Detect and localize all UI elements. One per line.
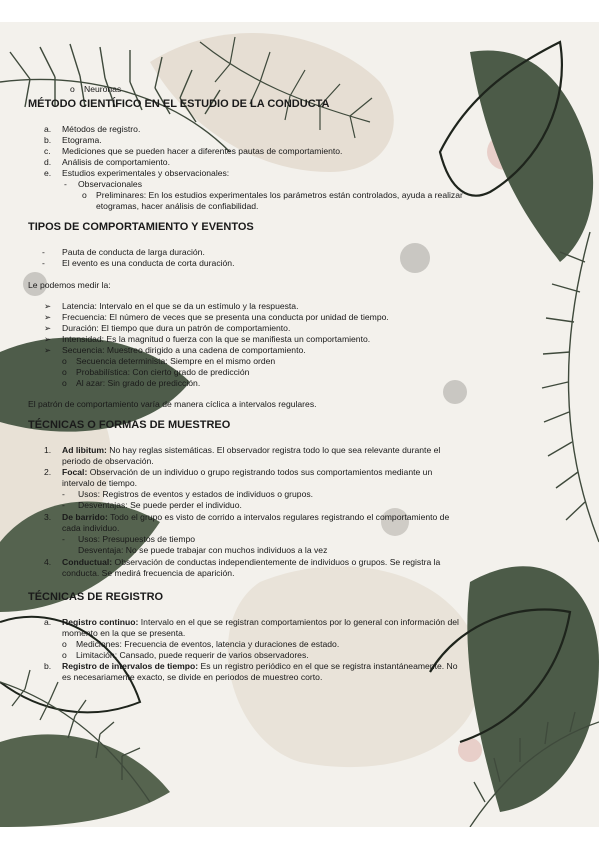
- list-item: [42, 247, 205, 258]
- list-item: [44, 345, 306, 356]
- list-item: [42, 258, 234, 269]
- bullet-dash: -: [64, 179, 67, 189]
- list-item-text: Intensidad: Es la magnitud o fuerza con la que se manifiesta un comportamiento.: [62, 334, 371, 344]
- list-item-text: Mediciones que se pueden hacer a diferentes pautas de comportamiento.: [62, 146, 343, 156]
- list-item-continuation: momento en la que se presenta.: [62, 628, 186, 638]
- section-heading: TIPOS DE COMPORTAMIENTO Y EVENTOS: [28, 221, 254, 233]
- numbered-item: [44, 557, 440, 568]
- list-item-text: Al azar: Sin grado de predicción.: [76, 378, 201, 388]
- list-item-text: Es un registro periódico en el que se registra instantáneamente. No: [200, 661, 458, 671]
- list-item: [62, 534, 195, 545]
- paragraph: El patrón de comportamiento varía de manera cíclica a intervalos regulares.: [28, 399, 317, 409]
- list-item-text: Preliminares: En los estudios experimentales los parámetros están controlados, ayuda a realizar: [96, 190, 463, 200]
- list-item-text: Probabilística: Con cierto grado de predicción: [76, 367, 250, 377]
- list-marker: d.: [44, 157, 52, 167]
- list-item: [62, 639, 339, 650]
- term: Registro continuo:: [62, 617, 139, 627]
- bullet-circle: o: [62, 378, 67, 388]
- list-item-text: Limitación: Cansado, puede requerir de varios observadores.: [76, 650, 309, 660]
- document-page: [0, 22, 599, 827]
- list-item: [62, 367, 249, 378]
- list-marker: 4.: [44, 557, 52, 567]
- bullet-arrow: ➢: [44, 334, 52, 344]
- list-item-text: Observación de un individuo o grupo registrando todos sus comportamientos mediante un: [89, 467, 433, 477]
- paragraph: Le podemos medir la:: [28, 280, 111, 290]
- list-item-text: Desventajas: Se puede perder el individuo.: [78, 500, 242, 510]
- list-item-text: Neuronas: [84, 84, 122, 94]
- bullet-dash: -: [42, 258, 45, 268]
- list-item: [44, 312, 389, 323]
- numbered-item: [44, 467, 432, 478]
- list-item: [44, 124, 140, 135]
- list-item: [44, 617, 459, 628]
- list-item-text: Métodos de registro.: [62, 124, 141, 134]
- list-item-text: Latencia: Intervalo en el que se da un estímulo y la respuesta.: [62, 301, 299, 311]
- term: Conductual:: [62, 557, 113, 567]
- list-marker: b.: [44, 135, 52, 145]
- bullet-circle: o: [82, 190, 87, 200]
- bullet-circle: o: [62, 639, 67, 649]
- list-item-text: Estudios experimentales y observacionales:: [62, 168, 230, 178]
- list-item-text: Secuencia determinista: Siempre en el mismo orden: [76, 356, 276, 366]
- list-item-text: Duración: El tiempo que dura un patrón de comportamiento.: [62, 323, 291, 333]
- list-item: [62, 489, 313, 500]
- list-item: [82, 190, 463, 201]
- bullet-dash: -: [62, 534, 65, 544]
- list-item: [44, 661, 458, 672]
- bullet-circle: o: [62, 650, 67, 660]
- list-item: [44, 168, 229, 179]
- bullet-circle: o: [62, 367, 67, 377]
- list-item-continuation: conducta. Se medirá frecuencia de aparición.: [62, 568, 235, 578]
- list-item-text: Etograma.: [62, 135, 102, 145]
- list-item-text: No hay reglas sistemáticas. El observador registra todo lo que sea relevante durante el: [109, 445, 441, 455]
- list-item-continuation: cada individuo.: [62, 523, 120, 533]
- list-marker: 2.: [44, 467, 52, 477]
- list-item-text: Observación de conductas independientemente de individuos o grupos. Se registra la: [114, 557, 441, 567]
- bullet-arrow: ➢: [44, 312, 52, 322]
- numbered-item: [44, 512, 449, 523]
- list-marker: a.: [44, 617, 52, 627]
- list-item: [64, 179, 142, 190]
- list-item-text: Desventaja: No se puede trabajar con muchos individuos a la vez: [78, 545, 328, 555]
- bullet-arrow: ➢: [44, 323, 52, 333]
- section-heading: MÉTODO CIENTÍFICO EN EL ESTUDIO DE LA CONDUCTA: [28, 98, 330, 110]
- list-marker: b.: [44, 661, 52, 671]
- term: Focal:: [62, 467, 88, 477]
- term: Registro de intervalos de tiempo:: [62, 661, 199, 671]
- list-item: [62, 356, 275, 367]
- list-item-continuation: periodo de observación.: [62, 456, 154, 466]
- list-item: [44, 301, 298, 312]
- list-item-continuation: etogramas, hacer análisis de confiabilidad.: [96, 201, 259, 211]
- list-item-text: Frecuencia: El número de veces que se presenta una conducta por unidad de tiempo.: [62, 312, 389, 322]
- list-item: [44, 135, 102, 146]
- list-item: [44, 157, 170, 168]
- term: De barrido:: [62, 512, 108, 522]
- list-item-text: Pauta de conducta de larga duración.: [62, 247, 205, 257]
- list-item: [44, 323, 290, 334]
- list-item-continuation: intervalo de tiempo.: [62, 478, 137, 488]
- list-item: [44, 334, 370, 345]
- bullet-dash: -: [62, 489, 65, 499]
- list-item: [70, 84, 121, 95]
- list-marker: a.: [44, 124, 52, 134]
- list-item-text: Todo el grupo es visto de corrido a intervalos regulares registrando el comportamiento de: [110, 512, 450, 522]
- bullet-dash: -: [62, 500, 65, 510]
- list-item-text: Observacionales: [78, 179, 143, 189]
- list-item-text: Secuencia: Muestreo dirigido a una cadena de comportamiento.: [62, 345, 306, 355]
- list-item-continuation: es necesariamente exacto, se divide en periodos de muestreo corto.: [62, 672, 323, 682]
- list-item-text: El evento es una conducta de corta duración.: [62, 258, 235, 268]
- list-marker: 3.: [44, 512, 52, 522]
- list-item-text: Intervalo en el que se registran comportamientos por lo general con información del: [140, 617, 459, 627]
- bullet-arrow: ➢: [44, 301, 52, 311]
- bullet-circle: o: [70, 84, 75, 94]
- list-item: [44, 146, 342, 157]
- bullet-dash: -: [42, 247, 45, 257]
- list-item-text: Mediciones: Frecuencia de eventos, latencia y duraciones de estado.: [76, 639, 340, 649]
- list-item: [62, 650, 309, 661]
- list-item: [62, 378, 200, 389]
- list-item: [62, 500, 242, 511]
- term: Ad libitum:: [62, 445, 107, 455]
- list-item-text: Análisis de comportamiento.: [62, 157, 170, 167]
- list-marker: e.: [44, 168, 52, 178]
- bullet-arrow: ➢: [44, 345, 52, 355]
- list-marker: c.: [44, 146, 51, 156]
- section-heading: TÉCNICAS DE REGISTRO: [28, 591, 164, 603]
- numbered-item: [44, 445, 440, 456]
- list-item-text: Usos: Presupuestos de tiempo: [78, 534, 196, 544]
- section-heading: TÉCNICAS O FORMAS DE MUESTREO: [28, 419, 231, 431]
- list-marker: 1.: [44, 445, 52, 455]
- list-item-text: Usos: Registros de eventos y estados de individuos o grupos.: [78, 489, 314, 499]
- bullet-circle: o: [62, 356, 67, 366]
